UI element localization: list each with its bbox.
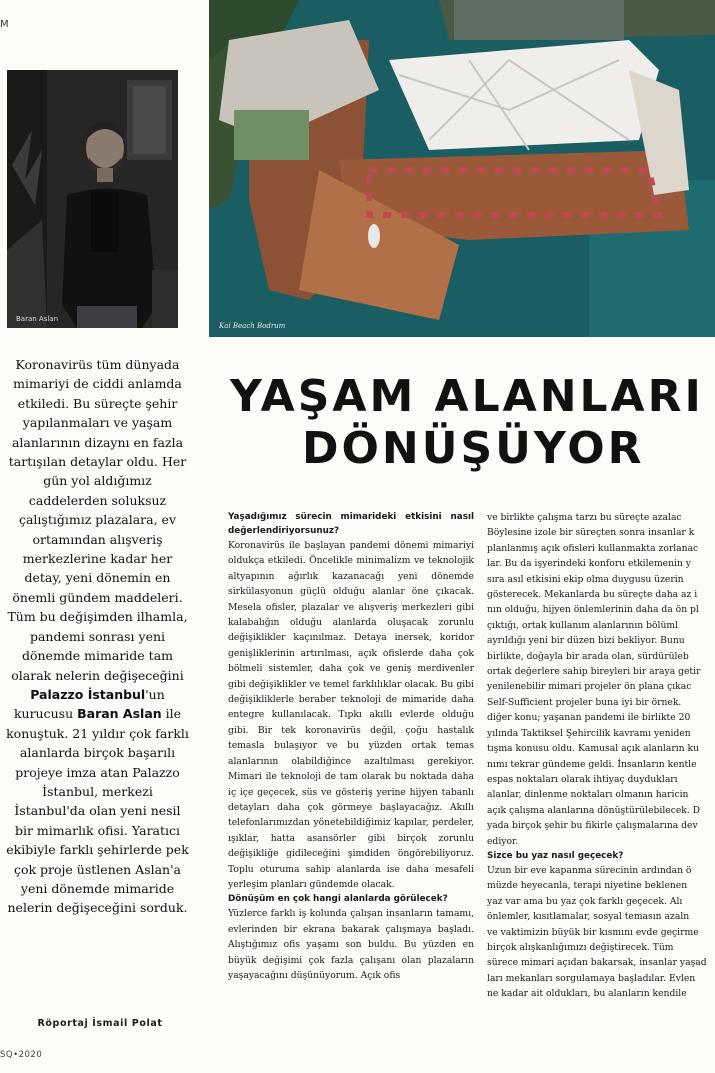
portrait-illustration (7, 70, 178, 328)
aerial-photo (209, 0, 715, 337)
question-3: Sizce bu yaz nasıl geçecek? (487, 850, 624, 861)
column-2-line: gösterecek. Mekanlarda bu süreçte daha az i (487, 589, 698, 601)
column-2-line: lar. Bu da işyerindeki konforu etkilemenin y (487, 558, 691, 570)
column-2-line: nın olduğu, hijyen önlemlerinin daha da ön pl (487, 604, 699, 616)
aerial-caption: Kai Beach Bodrum (219, 322, 286, 330)
column-2-line: alanlar, dinlenme noktaları olmanın haricin (487, 789, 689, 801)
answer-3 (487, 863, 715, 1002)
intro-text-2: 'un kurucusu (13, 686, 165, 722)
answer-1: Koronavirüs ile başlayan pandemi dönemi mimariyi oldukça etkiledi. Öncelikle minimalizm ve teknolojik altyapının ağırlık kazanacağı yeni dönemde sirkülasyonun güçlü olduğu alanlar öne çıkacak. Mesela ofisler, plazalar ve alışveriş merkezleri gibi kalabalığın olduğu alanlarda oluşacak zorunlu değişiklikler kaçınılmaz. Detaya inersek, koridor genişliklerinin artırılması, açık ofislerde daha çok bölmeli sistemler, daha çok ve geniş merdivenler gibi değişiklikler ve temel farklılıklar olacak. Bu gibi değişikliklerle beraber teknoloji de mimaride daha entegre kullanılacak. Tıpkı akıllı evlerde olduğu gibi. Bir tek koronavirüs değil, çoğu hastalık temasla bulaşıyor ve bu yüzden ortak temas alanlarının olabildiğince azaltılması gerekiyor. Mimari ile teknoloji de tam olarak bu noktada daha iç içe geçecek, süs ve gösteriş yerine hijyen tabanlı detayları daha çok görmeye başlayacağız. Akıllı telefonlarımızdan yönetebildiğimiz kapılar, perdeler, ışıklar, hatta asansörler gibi birçok zorunlu değişikliğe gidileceğini şimdiden öngörebiliyoruz. Toplu oturuma sahip alanlarda ise daha mesafeli yerleşim planları gündemde olacak. (228, 540, 474, 890)
person-name: Baran Aslan (77, 706, 162, 722)
column-2-line: sıra asıl etkisini ekip olma duygusu üzerin (487, 573, 684, 585)
column-2-line: ve vaktimizin büyük bir kısmını evde geçirme (487, 926, 699, 938)
column-2-line: ortak değerlere sahip bireyleri bir araya getir (487, 666, 701, 678)
headline-line-1: YAŞAM ALANLARI (230, 375, 704, 422)
answer-2-continued (487, 510, 715, 849)
article-column-2 (487, 510, 715, 1040)
column-2-line: yada birçok şehir bu fikirle çalışmalarına dev (487, 820, 698, 832)
intro-text-1: Koronavirüs tüm dünyada mimariyi de ciddi anlamda etkiledi. Bu süreçte şehir yapılanmaları ve yaşam alanlarının dizaynı en fazla tartışılan detaylar oldu. Her gün yol aldığımız caddelerden soluksuz çalıştığımız plazalara, ev ortamından alışveriş merkezlerine kadar her detay, yeni dönemin en önemli gündem maddeleri. Tüm bu değişimden ilhamla, pandemi sonrası yeni dönemde mimaride tam olarak nelerin değişeceğini (7, 357, 188, 683)
column-2-line: ne kadar ait oldukları, bu alanların kendile (487, 988, 687, 1000)
column-2-line: ları mekanları sorgulamaya başladılar. Evlen (487, 972, 696, 984)
intro-paragraph (5, 355, 190, 918)
column-2-line: nımı tekrar gündeme geldi. İnsanların kentle (487, 758, 697, 770)
column-2-line: Böylesine izole bir süreçten sonra insanlar k (487, 527, 695, 539)
column-2-line: ediyor. (487, 835, 519, 847)
page-folio: SQ•2020 (0, 1050, 43, 1060)
section-mark: M (0, 19, 9, 30)
intro-text-3: ile konuştuk. 21 yıldır çok farklı alanlarda birçok başarılı projeye imza atan Palazzo İstanbul, merkezi İstanbul'da olan yeni nesil bir mimarlık ofisi. Yaratıcı ekibiyle farklı şehirlerde pek çok proje üstlenen Aslan'a yeni dönemde mimaride nelerin değişeceğini sorduk. (6, 706, 189, 916)
column-2-line: önlemler, kısıtlamalar, sosyal temasın azaln (487, 911, 690, 923)
headline-line-2: DÖNÜŞÜYOR (302, 423, 645, 474)
column-2-line: Uzun bir eve kapanma sürecinin ardından ö (487, 864, 692, 876)
question-2: Dönüşüm en çok hangi alanlarda görülecek? (228, 894, 448, 905)
brand-name: Palazzo İstanbul (30, 686, 146, 702)
interview-credit: Röportaj İsmail Polat (37, 1018, 163, 1029)
column-2-line: Self-Sufficient projeler buna iyi bir örnek. (487, 696, 682, 708)
column-2-line: diğer konu; yaşanan pandemi ile birlikte 20 (487, 712, 691, 724)
column-2-line: sürece mimari açıdan bakarsak, insanlar yaşad (487, 957, 707, 969)
portrait-photo (7, 70, 178, 328)
column-2-line: yılında Taktiksel Şehircilik kavramı yeniden (487, 727, 691, 739)
column-2-line: planlanmış açık ofisleri kullanmakta zorlanac (487, 542, 699, 554)
portrait-caption: Baran Aslan (16, 315, 59, 323)
column-2-line: çıktığı, ortak kullanım alanlarının bölüml (487, 619, 679, 631)
column-2-line: yaz var ama bu yaz çok farklı geçecek. Alı (487, 895, 683, 907)
aerial-illustration (209, 0, 715, 337)
column-2-line: tışma konusu oldu. Kamusal açık alanların ku (487, 743, 699, 755)
column-2-line: birçok alışkanlığımızı değiştirecek. Tüm (487, 941, 674, 953)
column-2-line: müzde heyecanla, terapi niyetine beklenen (487, 880, 688, 892)
answer-2: Yüzlerce farklı iş kolunda çalışan insanların tamamı, evlerinden bir ekrana bakarak çalışmaya başladı. Alıştığımız ofis yaşamı son buldu. Bu yüzden en büyük değişimi çok fazla çalışanı olan plazaların yaşayacağını düşünüyorum. Açık ofis (228, 908, 474, 981)
question-1: Yaşadığımız sürecin mimarideki etkisini nasıl değerlendiriyorsunuz? (228, 512, 474, 536)
column-2-line: birlikte, doğayla bir arada olan, sürdürüleb (487, 650, 689, 662)
article-column-1 (228, 510, 474, 1040)
column-2-line: ve birlikte çalışma tarzı bu süreçte azalac (487, 512, 682, 523)
column-2-line: ayrıldığı yeni bir düzen bizi bekliyor. Bunu (487, 635, 685, 647)
column-2-line: açık çalışma alanlarına dönüştürülebilecek. D (487, 804, 701, 816)
column-2-line: espas noktaları olarak ihtiyaç duydukları (487, 773, 678, 785)
column-2-line: yenilenebilir mimari projeler ön plana çıkac (487, 681, 692, 693)
headline (200, 375, 715, 475)
